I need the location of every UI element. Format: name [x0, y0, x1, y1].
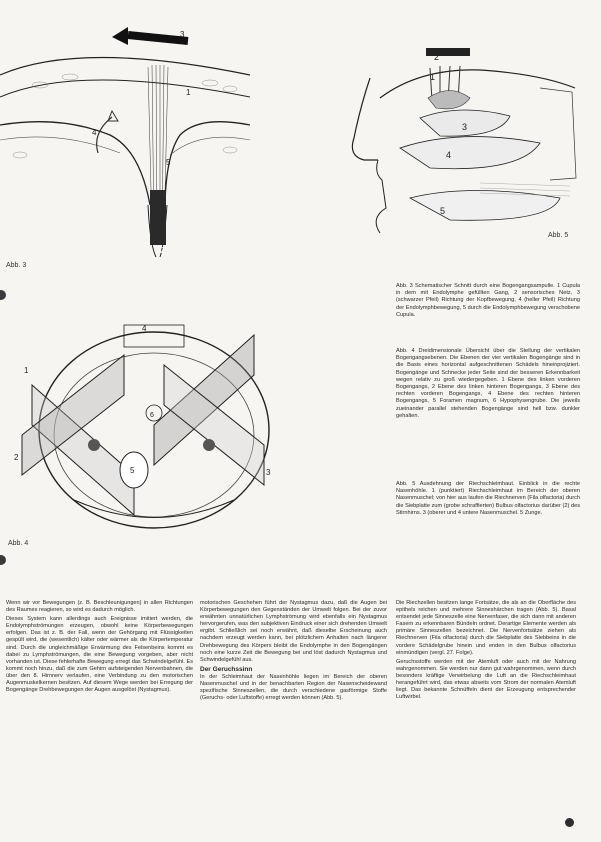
- fig5-number-4: 4: [446, 150, 452, 160]
- figure-3-label: Abb. 3: [6, 262, 27, 269]
- fig3-number-2: 2: [160, 246, 165, 255]
- fig4-number-5: 5: [130, 466, 135, 475]
- caption-fig4: Abb. 4 Dreidimensionale Übersicht über die Stellung der vertikalen Bogengangsebenen. Die Ebenen der vier vertikalen Bogengänge sind in die Basis eines horizontal aufgeschnittenen Schädels hineinprojiziert. Bogengänge und Schnecke jeder Seite sind der besseren Erkennbarkeit wegen relativ zu groß wiedergegeben. 1 Ebene des linken vorderen Bogengangs, 2 Ebene des linken hinteren Bogengangs, 3 Ebene des rechten vorderen Bogengangs, 4 Ebene des rechten hinteren Bogengangs, 5 Foramen magnum, 6 Hypophysengrube. Die jeweils zueinander parallel stehenden Bogengänge sind hell bzw. dunkler gehalten.: [396, 348, 580, 419]
- caption-fig3: Abb. 3 Schematischer Schnitt durch eine Bogengangsampulle. 1 Cupula in dem mit Endolymphe gefüllten Gang, 2 sensorisches Netz, 3 (schwarzer Pfeil) Richtung der Kopfbewegung, 4 (heller Pfeil) Richtung der Endolymphbewegung, 5 durch die Endolymphbewegung verschobene Cupula.: [396, 283, 580, 318]
- col2-paragraph-1: motorischen Geschehen führt der Nystagmus dazu, daß die Augen bei Körperbewegungen den Gegenständen der Umwelt folgen. Bei der zuvor erwähnten unnatürlichen Lymphströmung wird ebenfalls ein Nystagmus hervorgerufen, was den subjektiven Eindruck einer sich drehenden Umwelt ergibt. Schließlich sei noch erwähnt, daß dieselbe Erscheinung auch nachdem erzeugt werden kann, bei plötzlichem Anhalten nach längerer Drehbewegung des Körpers bleibt die Endolymphe in den Bogengängen noch eine kurze Zeit die Bewegung bei und löst dadurch Nystagmus und Schwindelgefühl aus.: [200, 600, 387, 663]
- fig5-number-5: 5: [440, 206, 446, 216]
- fig3-number-4: 4: [92, 128, 97, 137]
- figure-4-skull-base-drawing: [14, 295, 274, 535]
- fig5-number-1: 1: [430, 72, 436, 82]
- fig3-number-3: 3: [180, 30, 185, 39]
- col2-paragraph-2: In der Schleimhaut der Nasenhöhle liegen im Bereich der oberen Nasenmuschel und in der benachbarten Region der Nasenscheidewand spezifische Sinneszellen, die durch verschiedene gasförmige Stoffe (Geruchs- oder Luftstoffe) erregt werden können (Abb. 5).: [200, 673, 387, 702]
- caption-fig5: Abb. 5 Ausdehnung der Riechschleimhaut. Einblick in die rechte Nasenhöhle. 1 (punktiert) Riechschleimhaut im Bereich der oberen Nasenmuschel; von hier aus laufen die Riechnerven (Fila olfactoria) durch die Siebplatte zum (grobe schraffierten) Bulbus olfactorius darüber (2) des Stirnhirns. 3 (oberer und 4 untere Nasenmuschel. 5 Zunge.: [396, 481, 580, 516]
- fig3-number-1: 1: [186, 88, 191, 97]
- page-mark-icon: [565, 818, 574, 827]
- col3-paragraph-1: Die Riechzellen besitzen lange Fortsätze, die als an die Oberfläche des epithels reichen und mehrere Sinneshärchen tragen (Abb. 5). Basal entsendet jede Sinneszelle eine Nervenfaser, die sich dann mit anderen Fasern zu erkennbaren Bündeln ordnet. Derartige Elemente werden als primäre Sinneszellen bezeichnet. Die Nervenfortsätze ziehen als Riechnerven (Fila olfactoria) durch die Siebplatte des Siebbeins in die vordere Schädelgrube hinein und enden in den Bulbus olfactorius einmündigen (vergl. 27. Folge).: [396, 600, 576, 656]
- fig4-number-3: 3: [266, 468, 271, 477]
- figure-5-nasal-cavity-drawing: [340, 8, 580, 248]
- fig5-number-2: 2: [434, 52, 440, 62]
- body-column-1: [6, 600, 193, 696]
- fig4-number-1: 1: [24, 366, 29, 375]
- col3-paragraph-2: Geruchsstoffe werden mit der Atemluft oder auch mit der Nahrung wahrgenommen. Sie werden nur dann gut wahrgenommen, wenn durch besonders kräftige Verwirbelung die Luft an die Riechschleimhaut herangeführt wird, das etwas abseits vom Strom der normalen Atemluft liegt. Das bekannte Schnüffeln dient der Erzeugung entsprechender Luftwirbel.: [396, 658, 576, 701]
- fig5-number-3: 3: [462, 122, 468, 132]
- body-column-2: [200, 600, 387, 704]
- fig4-number-2: 2: [14, 453, 19, 462]
- binder-hole-icon: [0, 555, 6, 565]
- col1-paragraph-2: Dieses System kann allerdings auch Ereignisse imitiert werden, die Endolymphströmungen erzeugen, obwohl keine Körperbewegungen erfolgen. Das ist z. B. der Fall, wenn der Gehörgang mit Flüssigkeiten gespült wird, die (wesentlich) kälter oder wärmer als die Körpertemperatur sind. Durch die ungleichmäßige Erwärmung des Felsenbeins kommt es dabei zu Lymphströmungen, die eine Bewegung vorgeben, aber nicht vorhanden ist. Diese fehlerhafte Bewegung erregt das Schwindelgefühl. Es kommt noch hinzu, daß die zum Gehirn aufsteigenden Nervenbahnen, die über den 8. Hirnnerv verlaufen, eine Verbindung zu den motorischen Augenmuskelkernen besitzen. Auf diesem Wege werden bei Erregung der Bogengänge Drehbewegungen der Augen ausgelöst (Nystagmus).: [6, 616, 193, 694]
- fig3-number-5: 5: [166, 158, 171, 167]
- binder-hole-icon: [0, 290, 6, 300]
- figure-5-label: Abb. 5: [548, 232, 569, 239]
- fig4-number-6: 6: [150, 412, 154, 419]
- figure-4-label: Abb. 4: [8, 540, 29, 547]
- col1-paragraph-1: Wenn wir vor Bewegungen (z. B. Beschleunigungen) in allen Richtungen des Raumes reagieren, so wird es dadurch möglich.: [6, 600, 193, 614]
- fig4-number-4: 4: [142, 324, 147, 333]
- body-column-3: [396, 600, 576, 703]
- figure-3-ampulla-drawing: [0, 5, 250, 263]
- section-heading-geruchssinn: Der Geruchssinn: [200, 665, 253, 673]
